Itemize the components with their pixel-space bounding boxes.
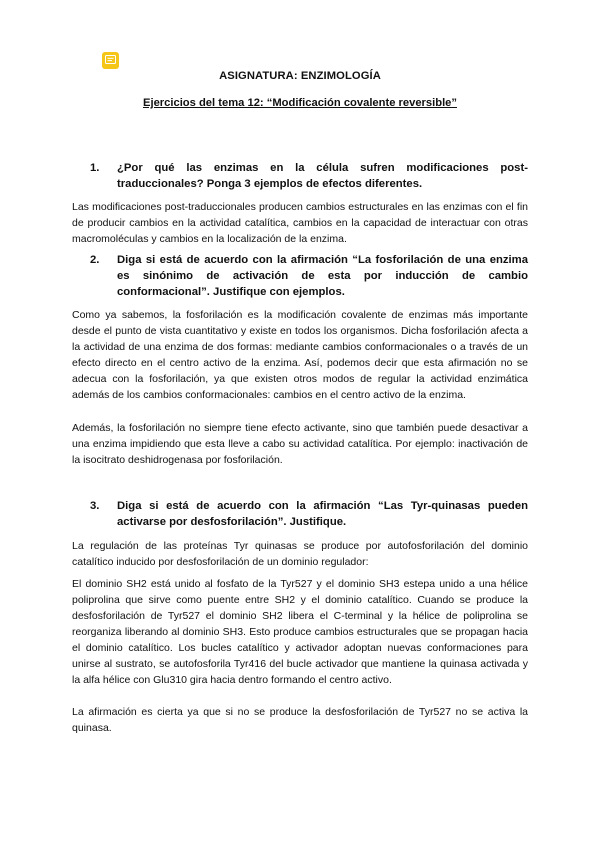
- answer-2-paragraph-1: Como ya sabemos, la fosforilación es la modificación covalente de enzimas más importante desde el punto de vista cuantitativo y existe en todos los organismos. Dicha fosforilación afecta a la actividad de una enzima de dos formas: mediante cambios conformacionales o a través de un efecto directo en el centro activo de la enzima. Así, podemos decir que esta afirmación no se adecua con la fosforilación, ya que existen otros modos de regular la actividad enzimática además de los cambios conformacionales: cambios en el centro activo de la enzima.: [72, 309, 528, 401]
- question-number: 2.: [90, 254, 100, 266]
- document-title: ASIGNATURA: ENZIMOLOGÍA: [219, 70, 381, 82]
- note-icon[interactable]: [102, 52, 119, 69]
- answer-3-paragraph-3: La afirmación es cierta ya que si no se produce la desfosforilación de Tyr527 no se activa la quinasa.: [72, 706, 528, 734]
- answer-3-paragraph-1: La regulación de las proteínas Tyr quinasas se produce por autofosforilación del dominio catalítico inducido por desfosforilación de un dominio regulador:: [72, 540, 528, 568]
- answer-3-paragraph-2: El dominio SH2 está unido al fosfato de la Tyr527 y el dominio SH3 estepa unido a una hélice poliprolina que sirve como puente entre SH2 y el dominio catalítico. Cuando se produce la desfosforilación de Tyr527 el dominio SH2 libera el C-terminal y la hélice de poliprolina se reorganiza liberando al dominio SH3. Esto produce cambios estructurales que se propagan hacia el dominio catalítico. Los bucles catalítico y activador adoptan nuevas conformaciones para unirse al sustrato, se autofosforila Tyr416 del bucle activador que mantiene la quinasa activada y la alfa hélice con Glu310 gira hacia dentro formando el centro activo.: [72, 578, 528, 686]
- question-text: Diga si está de acuerdo con la afirmación “La fosforilación de una enzima es sinónimo de activación de esta por inducción de cambio conformacional”. Justifique con ejemplos.: [117, 254, 528, 298]
- question-1: [90, 160, 528, 192]
- answer-1: Las modificaciones post-traduccionales producen cambios estructurales en las enzimas con el fin de producir cambios en la actividad catalítica, cambios en la capacidad de interactuar con otras macromoléculas y cambios en la localización de la enzima.: [72, 201, 528, 245]
- question-number: 1.: [90, 162, 100, 174]
- note-icon-glyph: [105, 55, 116, 66]
- question-text: Diga si está de acuerdo con la afirmación “Las Tyr-quinasas pueden activarse por desfosforilación”. Justifique.: [117, 500, 528, 528]
- question-3: [90, 498, 528, 530]
- question-text: ¿Por qué las enzimas en la célula sufren modificaciones post-traduccionales? Ponga 3 ejemplos de efectos diferentes.: [117, 162, 528, 190]
- document-subtitle: Ejercicios del tema 12: “Modificación covalente reversible”: [143, 97, 457, 109]
- question-number: 3.: [90, 500, 100, 512]
- answer-2-paragraph-2: Además, la fosforilación no siempre tiene efecto activante, sino que también puede desactivar a una enzima impidiendo que esta lleve a cabo su actividad catalítica. Por ejemplo: inactivación de la isocitrato deshidrogenasa por fosforilación.: [72, 422, 528, 466]
- question-2: [90, 252, 528, 300]
